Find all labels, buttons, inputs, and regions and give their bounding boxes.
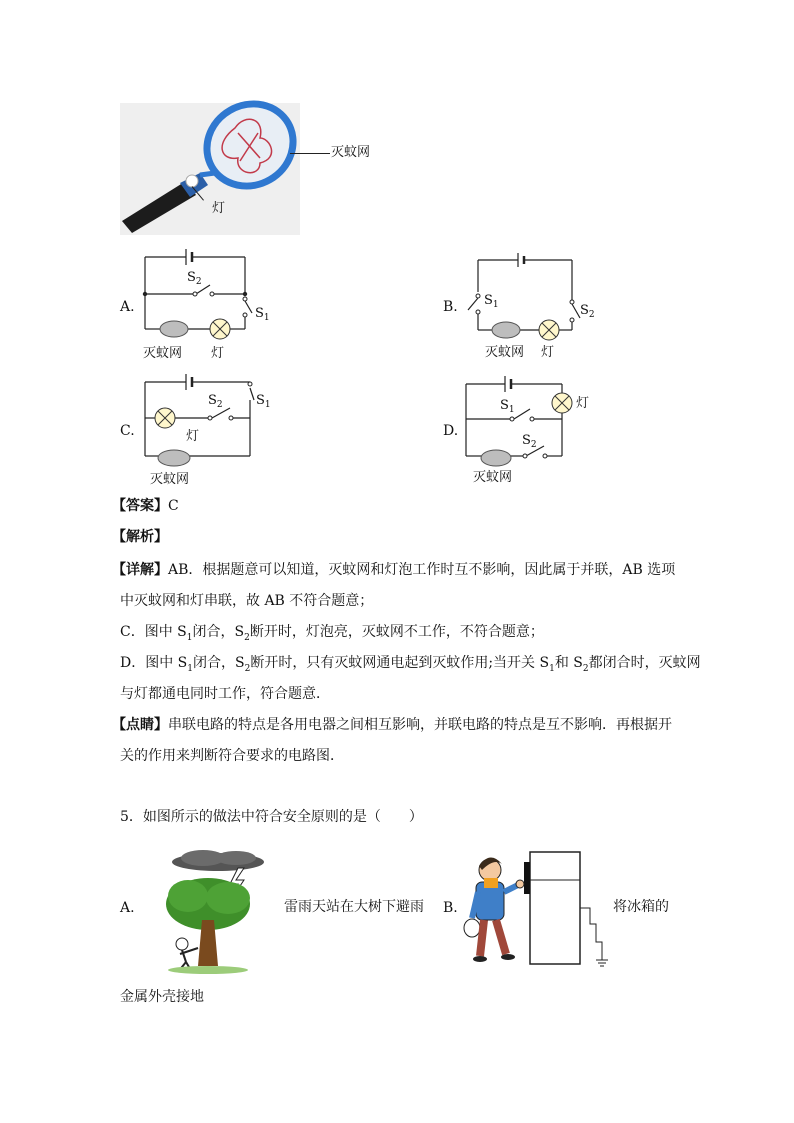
lamp-symbol (155, 408, 175, 428)
tree-in-storm-image (158, 848, 284, 976)
tip-label: 【点睛】 (112, 717, 168, 733)
lamp-caption: 灯 (541, 345, 555, 360)
detail-line-3: C．图中 $S_1$闭合，$S_2$断开时，灯泡亮，灭蚊网不工作，不符合题意； (120, 624, 544, 643)
q5-option-a-text: 雷雨天站在大树下避雨 (284, 899, 424, 915)
lamp-symbol (552, 393, 572, 413)
circuit-a-diagram (138, 245, 283, 365)
detail-label: 【详解】 (112, 562, 168, 578)
lamp-caption: 灯 (576, 396, 590, 411)
q5-option-b-text-cont: 金属外壳接地 (120, 989, 204, 1005)
circuit-d-diagram (460, 372, 595, 487)
net-caption: 灭蚊网 (485, 345, 525, 360)
switch-s1-label: $S_1$ (256, 393, 271, 410)
q5-option-a-letter: A. (120, 900, 135, 916)
net-symbol (160, 321, 188, 337)
circuit-b-diagram (460, 250, 595, 365)
switch-s2-label: $S_2$ (522, 433, 537, 450)
q5-option-b-letter: B. (443, 900, 458, 916)
net-caption: 灭蚊网 (143, 346, 183, 361)
fridge-grounding-image (462, 848, 612, 968)
circuit-c-diagram (138, 370, 283, 490)
net-symbol (158, 450, 190, 466)
detail-line-2: 中灭蚊网和灯串联，故 AB 不符合题意； (120, 593, 374, 609)
option-c-label: C. (120, 423, 135, 439)
answer-label: 【答案】 (112, 498, 168, 514)
net-label: 灭蚊网 (331, 145, 371, 160)
switch-s1-label: $S_1$ (255, 306, 270, 323)
switch-s2-label: $S_2$ (187, 270, 202, 287)
answer-line (112, 496, 179, 516)
lamp-caption: 灯 (211, 346, 225, 361)
switch-s1-label: $S_1$ (500, 398, 515, 415)
option-b-label: B. (443, 299, 458, 315)
mosquito-racket-image (120, 103, 300, 235)
answer-value: C (168, 498, 179, 514)
analysis-label: 【解析】 (112, 529, 168, 545)
switch-s2-label: $S_2$ (580, 303, 595, 320)
net-caption: 灭蚊网 (473, 470, 513, 485)
detail-line-4: D．图中 $S_1$闭合，$S_2$断开时，只有灭蚊网通电起到灭蚊作用;当开关 $S_1$和 $S_2$都闭合时，灭蚊网 (120, 655, 701, 674)
tip-line-2: 关的作用来判断符合要求的电路图． (120, 748, 344, 764)
lamp-label: 灯 (212, 201, 226, 216)
net-leader-line (290, 153, 330, 154)
net-symbol (492, 322, 520, 338)
racket-photo (120, 103, 300, 235)
net-caption: 灭蚊网 (150, 472, 190, 487)
q5-option-b-text: 将冰箱的 (613, 899, 669, 915)
switch-s2-label: $S_2$ (208, 393, 223, 410)
tip-line-1: 【点睛】串联电路的特点是各用电器之间相互影响，并联电路的特点是互不影响．再根据开 (112, 717, 672, 733)
option-a-label: A. (120, 299, 135, 315)
detail-line-1: 【详解】AB．根据题意可以知道，灭蚊网和灯泡工作时互不影响，因此属于并联，AB 选项 (112, 562, 676, 578)
option-d-label: D. (443, 423, 459, 439)
lamp-caption: 灯 (186, 429, 200, 444)
lamp-symbol (539, 320, 559, 340)
net-symbol (481, 450, 511, 466)
switch-s1-label: $S_1$ (484, 293, 499, 310)
detail-line-5: 与灯都通电同时工作，符合题意． (120, 686, 330, 702)
question-5-stem: 5．如图所示的做法中符合安全原则的是（ ） (120, 809, 423, 825)
lamp-symbol (210, 319, 230, 339)
